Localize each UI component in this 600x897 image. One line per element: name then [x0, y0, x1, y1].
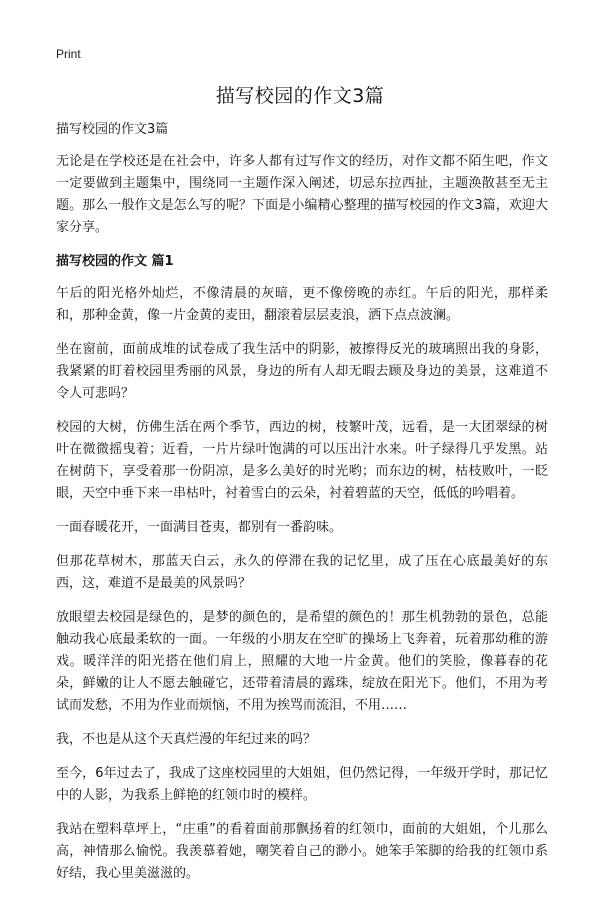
paragraph: 但那花草树木，那蓝天白云，永久的停滞在我的记忆里，成了压在心底最美好的东西，这，难道不是最美的风景吗？ [56, 554, 548, 591]
paragraph: 一面春暖花开，一面满目苍夷，都别有一番韵味。 [56, 520, 343, 535]
document-title: 描写校园的作文3篇 [215, 85, 385, 107]
section-heading: 描写校园的作文 篇1 [56, 254, 174, 269]
paragraph: 至今，6年过去了，我成了这座校园里的大姐姐，但仍然记得，一年级开学时，那记忆中的人影，为我系上鲜艳的红领巾时的模样。 [56, 766, 548, 803]
print-link[interactable]: Print [56, 47, 81, 61]
paragraph: 我，不也是从这个天真烂漫的年纪过来的吗？ [56, 732, 317, 747]
article-body [56, 119, 548, 897]
intro-paragraph: 无论是在学校还是在社会中，许多人都有过写作文的经历，对作文都不陌生吧，作文一定要做到主题集中，围绕同一主题作深入阐述，切忌东拉西扯，主题涣散甚至无主题。那么一般作文是怎么写的呢？下面是小编精心整理的描写校园的作文3篇，欢迎大家分享。 [56, 154, 548, 235]
paragraph: 坐在窗前，面前成堆的试卷成了我生活中的阴影，被擦得反光的玻璃照出我的身影，我紧紧的盯着校园里秀丽的风景，身边的所有人却无暇去顾及身边的美景，这难道不令人可悲吗？ [56, 342, 548, 401]
paragraph: 校园的大树，仿佛生活在两个季节，西边的树，枝繁叶茂，远看，是一大团翠绿的树叶在微微摇曳着；近看，一片片绿叶饱满的可以压出汁水来。叶子绿得几乎发黑。站在树荫下，享受着那一份阴凉，是多么美好的时光哟；而东边的树，枯枝败叶，一眨眼，天空中垂下来一串枯叶，衬着雪白的云朵，衬着碧蓝的天空，低低的吟唱着。 [56, 420, 548, 501]
paragraph: 我站在塑料草坪上，“庄重”的看着面前那飘扬着的红领巾，面前的大姐姐，个儿那么高，神情那么愉悦。我羡慕着她，嘲笑着自己的渺小。她笨手笨脚的给我的红领巾系好结，我心里美滋滋的。 [56, 822, 548, 881]
paragraph: 午后的阳光格外灿烂，不像清晨的灰暗，更不像傍晚的赤红。午后的阳光，那样柔和，那种金黄，像一片金黄的麦田，翻滚着层层麦浪，洒下点点波澜。 [56, 286, 548, 323]
document-subtitle: 描写校园的作文3篇 [56, 122, 169, 137]
paragraph: 放眼望去校园是绿色的，是梦的颜色的，是希望的颜色的！那生机勃勃的景色，总能触动我心底最柔软的一面。一年级的小朋友在空旷的操场上飞奔着，玩着那幼稚的游戏。暖洋洋的阳光搭在他们肩上，照耀的大地一片金黄。他们的笑脸，像暮春的花朵，鲜嫩的让人不愿去触碰它，还带着清晨的露珠，绽放在阳光下。他们，不用为考试而发愁，不用为作业而烦恼，不用为挨骂而流泪，不用…… [56, 610, 548, 713]
